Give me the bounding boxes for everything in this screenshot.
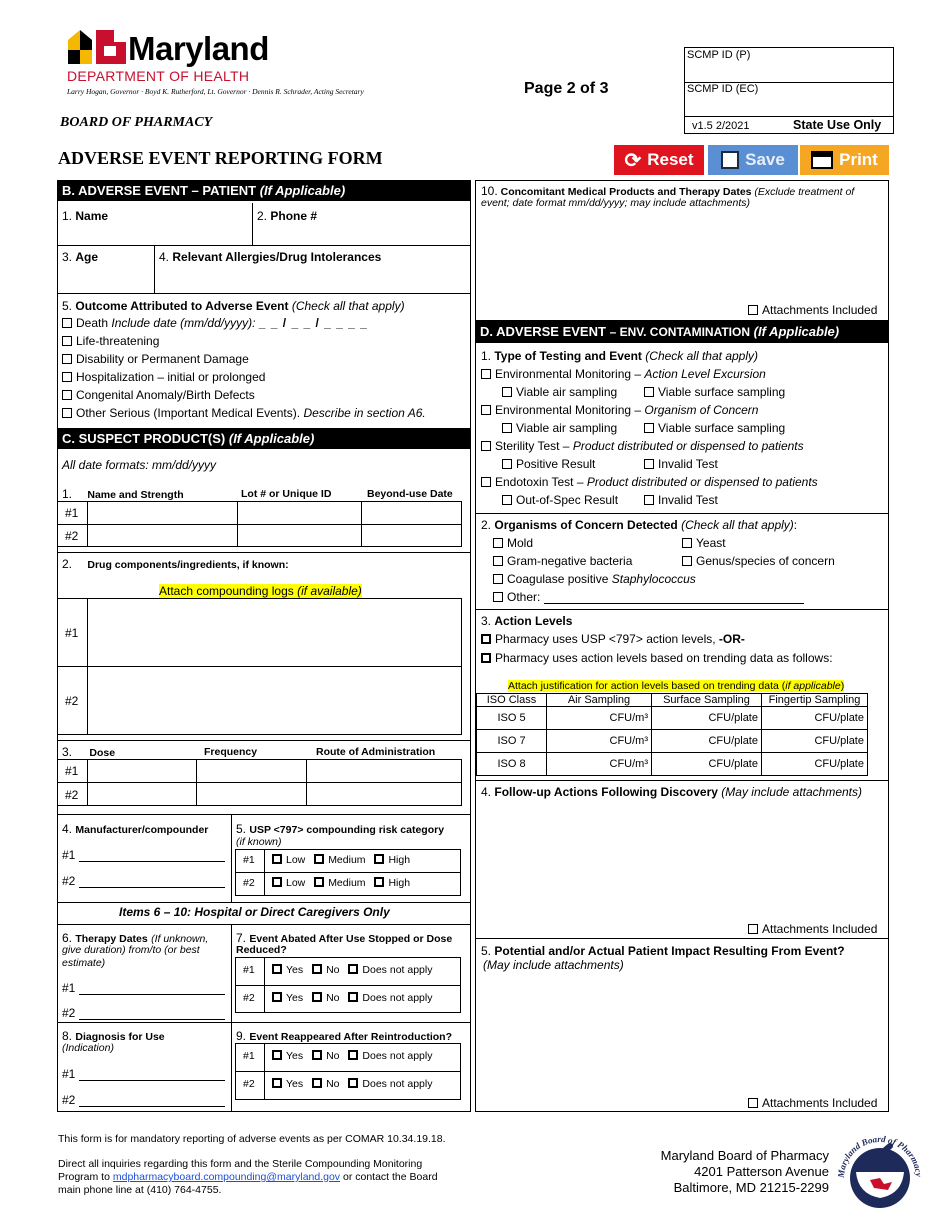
checkbox-icon	[481, 634, 491, 644]
checkbox-icon	[272, 964, 282, 974]
checkbox-icon	[682, 556, 692, 566]
phone-field[interactable]: 2. Phone #	[257, 209, 318, 223]
board-seal	[834, 1128, 926, 1220]
checkbox-icon	[312, 1078, 322, 1088]
checkbox-icon	[502, 387, 512, 397]
address-city: Baltimore, MD 21215-2299	[673, 1180, 829, 1195]
attach-justification-link[interactable]: Attach justification for action levels based on trending data (if applicable)	[508, 680, 845, 692]
col-surface-sampling: Surface Sampling	[652, 694, 762, 707]
row-label: #2	[243, 992, 255, 1004]
reset-button[interactable]: ⟳ Reset	[614, 145, 704, 175]
checkbox-icon	[314, 854, 324, 864]
fingertip-cell[interactable]: CFU/plate	[762, 730, 868, 753]
date-format-note: All date formats: mm/dd/yyyy	[62, 458, 217, 472]
checkbox-icon	[374, 854, 384, 864]
sterility-test[interactable]: Sterility Test – Product distributed or dispensed to patients	[481, 439, 804, 453]
abated-1-options[interactable]: Yes No Does not apply	[272, 964, 432, 976]
viable-air-1[interactable]: Viable air sampling	[502, 385, 617, 399]
maryland-logo	[66, 26, 376, 96]
air-cell[interactable]: CFU/m³	[547, 707, 652, 730]
checkbox-icon	[62, 372, 72, 382]
checkbox-icon	[644, 387, 654, 397]
checkbox-icon	[348, 992, 358, 1002]
invalid-test-2[interactable]: Invalid Test	[644, 493, 718, 507]
organism-other[interactable]: Other:	[493, 590, 804, 604]
therapy-1-input[interactable]: #1	[62, 981, 225, 995]
outcome-hospitalization[interactable]: Hospitalization – initial or prolonged	[62, 370, 265, 384]
section-d-header: D. ADVERSE EVENT – ENV. CONTAMINATION (If Applicable)	[475, 320, 889, 343]
checkbox-icon	[493, 538, 503, 548]
route-col: Route of Administration	[316, 746, 436, 758]
checkbox-icon	[348, 1050, 358, 1060]
row-label: #1	[243, 854, 255, 866]
checkbox-icon	[312, 992, 322, 1002]
address-street: 4201 Patterson Avenue	[694, 1164, 829, 1179]
env-monitoring-action[interactable]: Environmental Monitoring – Action Level Excursion	[481, 367, 766, 381]
col-air-sampling: Air Sampling	[547, 694, 652, 707]
checkbox-icon	[502, 495, 512, 505]
checkbox-icon	[62, 354, 72, 364]
checkbox-icon	[272, 854, 282, 864]
logo-word: Maryland	[128, 30, 269, 67]
env-monitoring-organism[interactable]: Environmental Monitoring – Organism of Concern	[481, 403, 758, 417]
row-label: #1	[65, 626, 79, 640]
manufacturer-2-input[interactable]: #2	[62, 874, 225, 888]
ingredients-label: 2. Drug components/ingredients, if known:	[62, 557, 289, 571]
dose-col: 3. Dose	[62, 745, 116, 759]
organism-mold[interactable]: Mold	[493, 536, 533, 550]
seal-text: Maryland Board of Pharmacy	[835, 1133, 925, 1179]
row-label: #2	[65, 529, 79, 543]
items-6-10-note: Items 6 – 10: Hospital or Direct Caregivers Only	[119, 905, 390, 919]
print-icon	[811, 151, 833, 169]
state-use-label: State Use Only	[793, 118, 882, 132]
patient-impact-note: (May include attachments)	[483, 958, 624, 972]
diagnosis-note: (Indication)	[62, 1042, 114, 1054]
testing-type-label: 1. Type of Testing and Event (Check all that apply)	[481, 349, 758, 363]
footer-inquiries-2: Program to mdpharmacyboard.compounding@maryland.gov or contact the Board	[58, 1171, 438, 1183]
row-label: #2	[65, 694, 79, 708]
reappeared-2-options[interactable]: Yes No Does not apply	[272, 1078, 432, 1090]
reappeared-label: 9. Event Reappeared After Reintroduction?	[236, 1029, 452, 1043]
product-row-2-input[interactable]	[88, 525, 461, 547]
dose-row-1-input[interactable]	[88, 760, 461, 782]
age-field[interactable]: 3. Age	[62, 250, 99, 264]
checkbox-icon	[62, 408, 72, 418]
risk-category-label: 5. USP <797> compounding risk category	[236, 822, 445, 836]
row-label: #2	[243, 1078, 255, 1090]
checkbox-icon	[748, 305, 758, 315]
surface-cell[interactable]: CFU/plate	[652, 753, 762, 776]
product-col-lot: Lot # or Unique ID	[241, 488, 332, 500]
reset-icon: ⟳	[624, 149, 642, 172]
checkbox-icon	[481, 369, 491, 379]
footer-comar-note: This form is for mandatory reporting of adverse events as per COMAR 10.34.19.18.	[58, 1133, 446, 1145]
attachments-included-4[interactable]: Attachments Included	[748, 922, 877, 936]
viable-surface-2[interactable]: Viable surface sampling	[644, 421, 785, 435]
scmp-id-ec[interactable]: SCMP ID (EC)	[687, 83, 759, 95]
risk-2-options[interactable]: Low Medium High	[272, 877, 410, 889]
row-label: #2	[243, 877, 255, 889]
endotoxin-test[interactable]: Endotoxin Test – Product distributed or dispensed to patients	[481, 475, 818, 489]
viable-surface-1[interactable]: Viable surface sampling	[644, 385, 785, 399]
concomitant-label: 10. Concomitant Medical Products and Therapy Dates (Exclude treatment of	[481, 184, 855, 198]
checkbox-icon	[748, 1098, 758, 1108]
attachments-included-10[interactable]: Attachments Included	[748, 303, 877, 317]
checkbox-icon	[272, 1050, 282, 1060]
form-title: ADVERSE EVENT REPORTING FORM	[58, 148, 383, 168]
ingredient-1-input[interactable]	[88, 599, 461, 665]
checkbox-icon	[481, 477, 491, 487]
patient-impact-input[interactable]	[477, 974, 887, 1092]
organism-yeast[interactable]: Yeast	[682, 536, 726, 550]
svg-text:Maryland Board of Pharmacy	[836, 1134, 924, 1179]
checkbox-icon	[272, 992, 282, 1002]
outcome-disability[interactable]: Disability or Permanent Damage	[62, 352, 249, 366]
fingertip-cell[interactable]: CFU/plate	[762, 707, 868, 730]
attachments-included-5[interactable]: Attachments Included	[748, 1096, 877, 1110]
action-levels-table	[476, 693, 868, 776]
col-fingertip-sampling: Fingertip Sampling	[762, 694, 868, 707]
air-cell[interactable]: CFU/m³	[547, 753, 652, 776]
outcome-death[interactable]: Death Include date (mm/dd/yyyy): _ _ / _ _ / _ _ _ _	[62, 316, 368, 330]
row-label: #2	[65, 788, 79, 802]
abated-label-2: Reduced?	[236, 944, 287, 956]
trending-action-levels[interactable]: Pharmacy uses action levels based on trending data as follows:	[481, 651, 833, 665]
email-link[interactable]: mdpharmacyboard.compounding@maryland.gov	[112, 1171, 341, 1183]
air-cell[interactable]: CFU/m³	[547, 730, 652, 753]
section-c-header: C. SUSPECT PRODUCT(S) (If Applicable)	[57, 428, 471, 449]
usp-action-levels[interactable]: Pharmacy uses USP <797> action levels, -OR-	[481, 632, 745, 646]
attach-logs-link[interactable]: Attach compounding logs (if available)	[159, 584, 362, 598]
organism-genus[interactable]: Genus/species of concern	[682, 554, 835, 568]
checkbox-icon	[312, 1050, 322, 1060]
product-col-name: 1. Name and Strength	[62, 487, 184, 501]
outcome-congenital[interactable]: Congenital Anomaly/Birth Defects	[62, 388, 255, 402]
followup-label: 4. Follow-up Actions Following Discovery (May include attachments)	[481, 785, 863, 799]
checkbox-icon	[481, 405, 491, 415]
diagnosis-1-input[interactable]: #1	[62, 1067, 225, 1081]
address-name: Maryland Board of Pharmacy	[660, 1148, 829, 1163]
board-name: BOARD OF PHARMACY	[60, 115, 213, 130]
diagnosis-2-input[interactable]: #2	[62, 1093, 225, 1107]
iso-class-cell: ISO 8	[477, 753, 547, 776]
iso-class-cell: ISO 5	[477, 707, 547, 730]
row-label: #1	[243, 964, 255, 976]
therapy-2-input[interactable]: #2	[62, 1006, 225, 1020]
concomitant-note: event; date format mm/dd/yyyy; may include attachments)	[481, 197, 751, 209]
surface-cell[interactable]: CFU/plate	[652, 730, 762, 753]
fingertip-cell[interactable]: CFU/plate	[762, 753, 868, 776]
therapy-dates-note: give duration) from/to (or best	[62, 944, 200, 956]
checkbox-icon	[481, 653, 491, 663]
checkbox-icon	[62, 336, 72, 346]
outcome-label: 5. Outcome Attributed to Adverse Event (Check all that apply)	[62, 299, 405, 313]
footer-phone: main phone line at (410) 764-4755.	[58, 1184, 222, 1196]
ingredient-2-input[interactable]	[88, 667, 461, 734]
risk-category-note: (if known)	[236, 836, 282, 848]
name-field[interactable]: 1. Name	[62, 209, 109, 223]
col-iso-class: ISO Class	[477, 694, 547, 707]
product-row-1-input[interactable]	[88, 502, 461, 524]
checkbox-icon	[502, 459, 512, 469]
reappeared-1-options[interactable]: Yes No Does not apply	[272, 1050, 432, 1062]
action-levels-label: 3. Action Levels	[481, 614, 573, 628]
out-of-spec[interactable]: Out-of-Spec Result	[502, 493, 618, 507]
form-version: v1.5 2/2021	[692, 120, 750, 132]
department-name: DEPARTMENT OF HEALTH	[67, 68, 250, 84]
checkbox-icon	[312, 964, 322, 974]
concomitant-input[interactable]	[477, 212, 887, 300]
save-button[interactable]: Save	[708, 145, 798, 175]
abated-2-options[interactable]: Yes No Does not apply	[272, 992, 432, 1004]
checkbox-icon	[682, 538, 692, 548]
row-label: #1	[65, 506, 79, 520]
abated-label: 7. Event Abated After Use Stopped or Dose	[236, 931, 453, 945]
iso-class-cell: ISO 7	[477, 730, 547, 753]
maryland-flag-icon	[66, 26, 128, 66]
checkbox-icon	[502, 423, 512, 433]
checkbox-icon	[348, 1078, 358, 1088]
outcome-life-threatening[interactable]: Life-threatening	[62, 334, 159, 348]
risk-1-options[interactable]: Low Medium High	[272, 854, 410, 866]
checkbox-icon	[493, 592, 503, 602]
therapy-dates-note: estimate)	[62, 957, 106, 969]
page-number: Page 2 of 3	[524, 80, 609, 97]
therapy-dates-label: 6. Therapy Dates (If unknown,	[62, 931, 209, 945]
manufacturer-1-input[interactable]: #1	[62, 848, 225, 862]
table-row	[477, 753, 868, 776]
section-b-header: B. ADVERSE EVENT – PATIENT (If Applicable)	[57, 180, 471, 201]
followup-input[interactable]	[477, 802, 887, 920]
print-button[interactable]: Print	[800, 145, 889, 175]
diagnosis-label: 8. Diagnosis for Use	[62, 1029, 165, 1043]
row-label: #1	[243, 1050, 255, 1062]
scmp-id-p[interactable]: SCMP ID (P)	[687, 49, 751, 61]
table-row	[477, 730, 868, 753]
organism-coag[interactable]: Coagulase positive Staphylococcus	[493, 572, 696, 586]
checkbox-icon	[748, 924, 758, 934]
governor-line: Larry Hogan, Governor · Boyd K. Rutherford, Lt. Governor · Dennis R. Schrader, Acting Secretary	[67, 87, 364, 96]
checkbox-icon	[644, 459, 654, 469]
checkbox-icon	[62, 390, 72, 400]
checkbox-icon	[272, 1078, 282, 1088]
row-label: #1	[65, 764, 79, 778]
save-icon	[721, 151, 739, 169]
table-row	[477, 707, 868, 730]
patient-impact-label: 5. Potential and/or Actual Patient Impact Resulting From Event?	[481, 944, 845, 958]
frequency-col: Frequency	[204, 746, 258, 758]
checkbox-icon	[481, 441, 491, 451]
allergies-field[interactable]: 4. Relevant Allergies/Drug Intolerances	[159, 250, 382, 264]
checkbox-icon	[644, 495, 654, 505]
checkbox-icon	[62, 318, 72, 328]
checkbox-icon	[493, 574, 503, 584]
viable-air-2[interactable]: Viable air sampling	[502, 421, 617, 435]
dose-row-2-input[interactable]	[88, 783, 461, 805]
checkbox-icon	[272, 877, 282, 887]
manufacturer-label: 4. Manufacturer/compounder	[62, 822, 209, 836]
outcome-other[interactable]: Other Serious (Important Medical Events). Describe in section A6.	[62, 406, 426, 420]
checkbox-icon	[493, 556, 503, 566]
surface-cell[interactable]: CFU/plate	[652, 707, 762, 730]
checkbox-icon	[644, 423, 654, 433]
footer-inquiries: Direct all inquiries regarding this form and the Sterile Compounding Monitoring	[58, 1158, 423, 1170]
checkbox-icon	[348, 964, 358, 974]
organism-gram[interactable]: Gram-negative bacteria	[493, 554, 632, 568]
organisms-label: 2. Organisms of Concern Detected (Check all that apply):	[481, 518, 798, 532]
product-col-bud: Beyond-use Date	[367, 488, 453, 500]
positive-result[interactable]: Positive Result	[502, 457, 595, 471]
checkbox-icon	[314, 877, 324, 887]
invalid-test-1[interactable]: Invalid Test	[644, 457, 718, 471]
checkbox-icon	[374, 877, 384, 887]
